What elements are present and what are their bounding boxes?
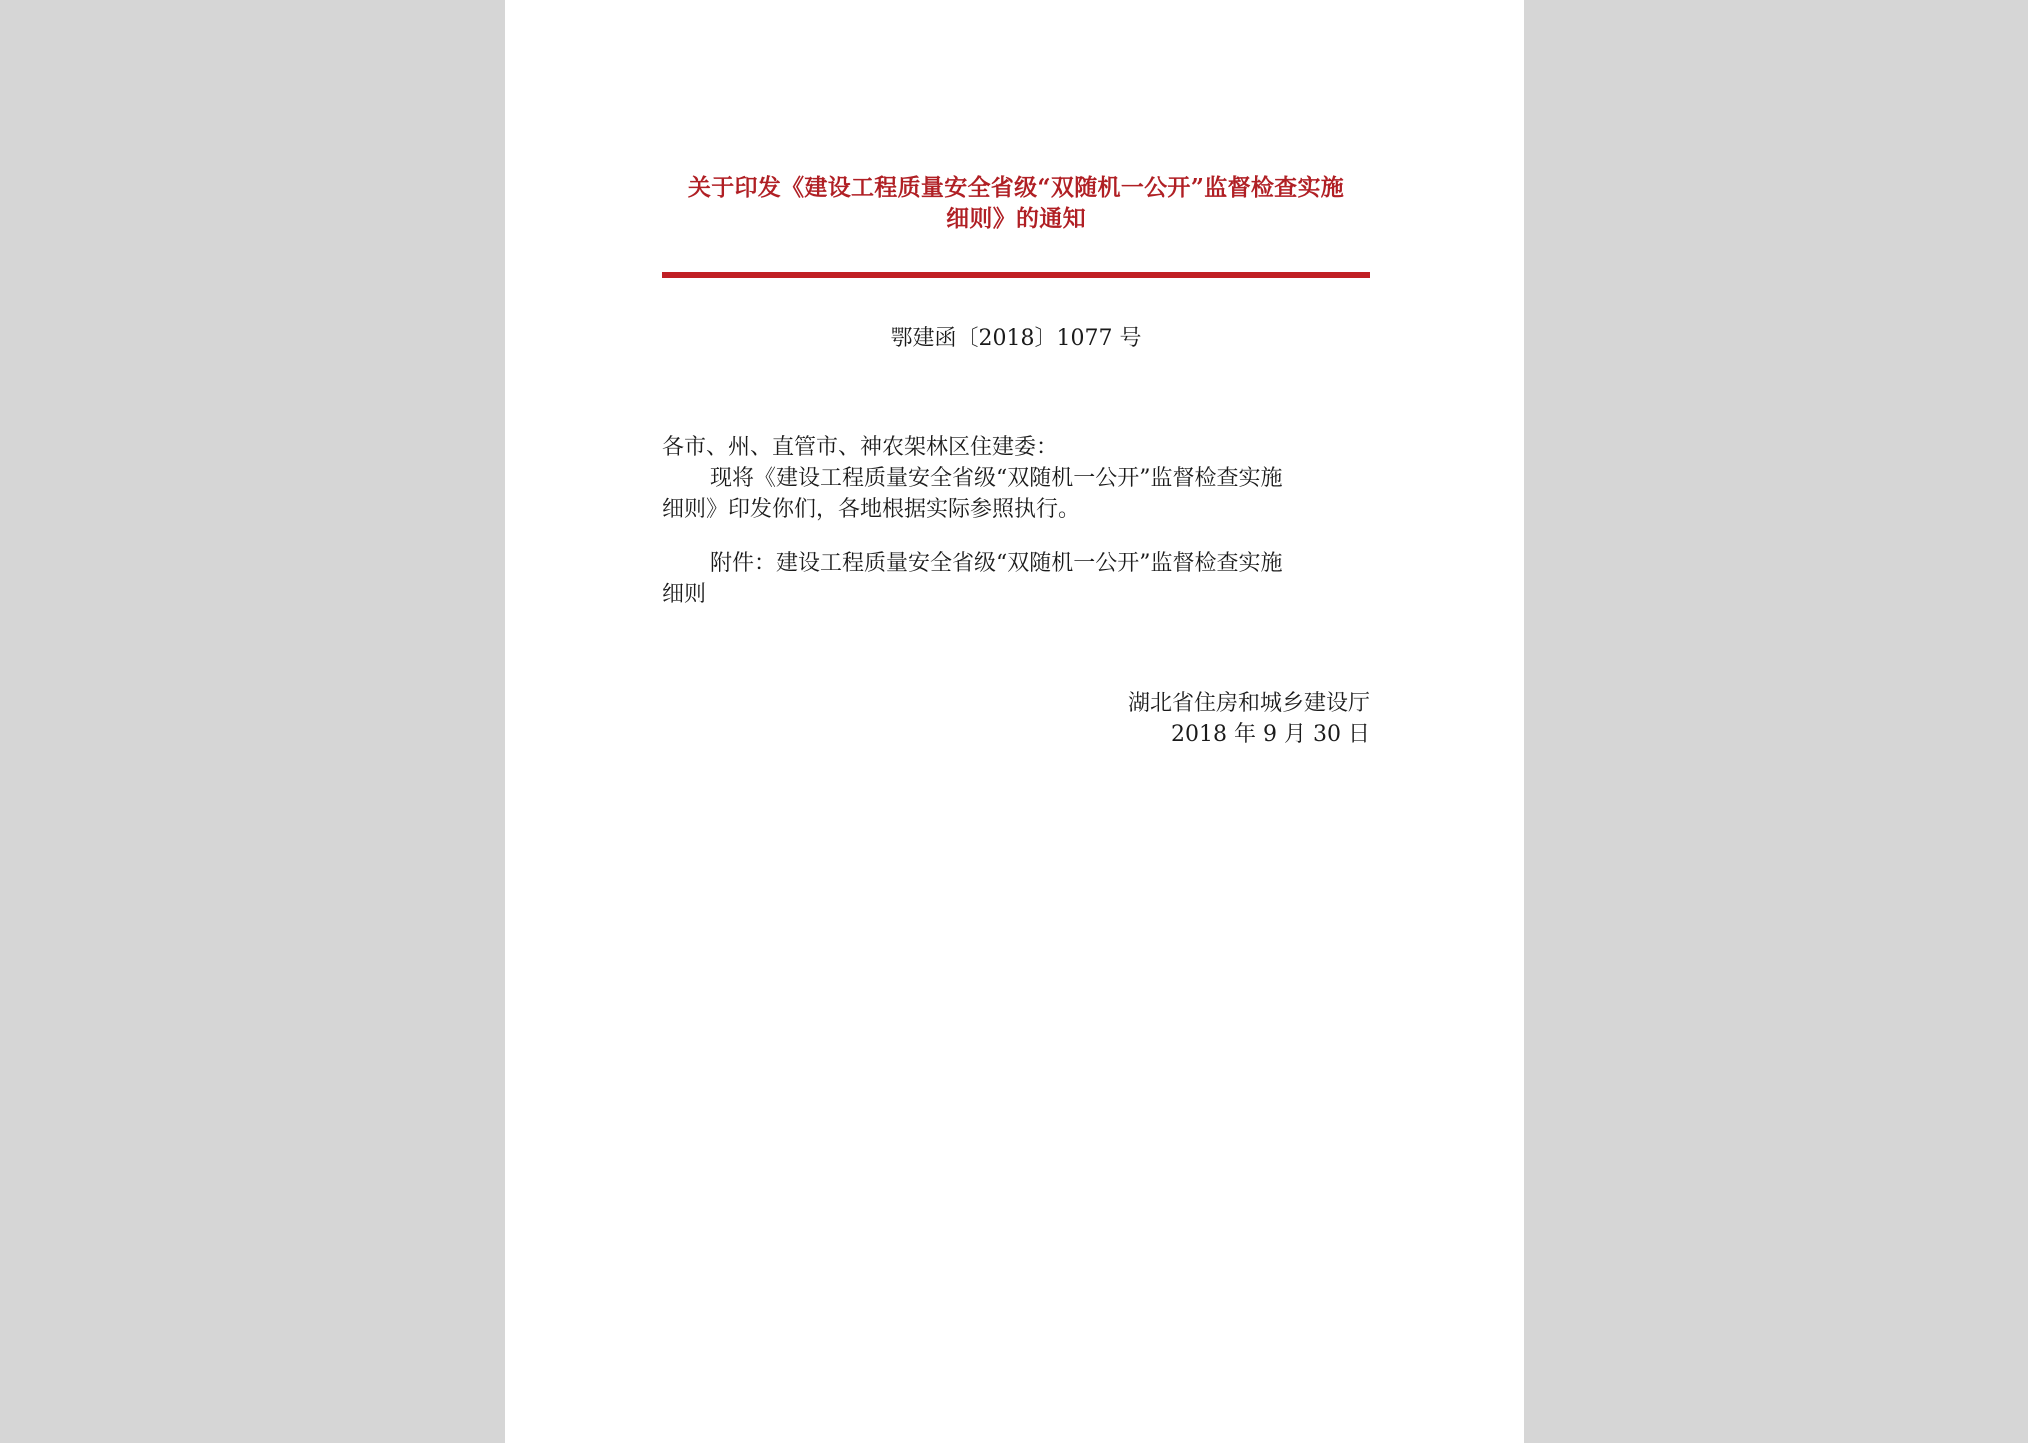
body-line-1: 现将《建设工程质量安全省级“双随机一公开”监督检查实施	[710, 466, 1283, 491]
signature-block	[1062, 688, 1370, 750]
title-line-2: 细则》的通知	[946, 205, 1086, 232]
red-header-rule	[662, 272, 1370, 278]
document-page	[505, 0, 1524, 1443]
document-title	[662, 172, 1370, 234]
issuer-name: 湖北省住房和城乡建设厅	[1127, 691, 1370, 716]
addressee: 各市、州、直管市、神农架林区住建委：	[662, 435, 1059, 460]
body-line-2: 细则》印发你们，各地根据实际参照执行。	[662, 497, 1081, 522]
body-paragraph	[662, 463, 1370, 525]
document-number: 鄂建函〔2018〕1077 号	[890, 326, 1142, 351]
attachment-line-2: 细则	[662, 582, 707, 607]
attachment-line-1: 附件：建设工程质量安全省级“双随机一公开”监督检查实施	[710, 551, 1283, 576]
title-line-1: 关于印发《建设工程质量安全省级“双随机一公开”监督检查实施	[687, 174, 1345, 201]
issue-date: 2018 年 9 月 30 日	[1171, 722, 1370, 747]
attachment-note	[662, 548, 1370, 610]
